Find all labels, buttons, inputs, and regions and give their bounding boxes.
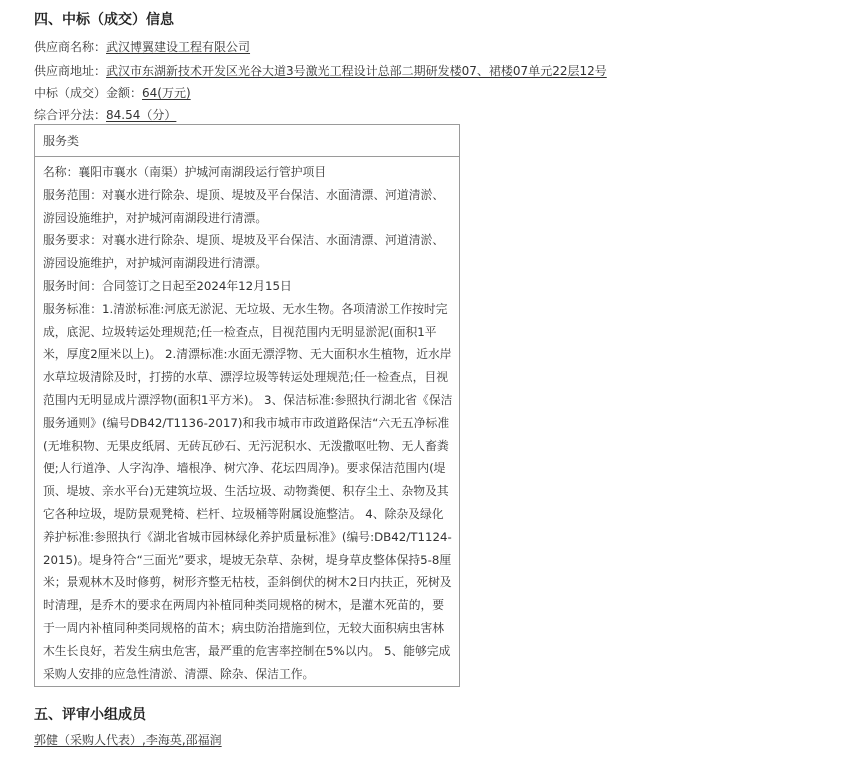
award-amount-label: 中标（成交）金额： [34,86,143,100]
score-value: 84.54（分） [106,108,177,122]
supplier-address-value: 武汉市东湖新技术开发区光谷大道3号激光工程设计总部二期研发楼07、裙楼07单元22层12号 [106,64,607,78]
supplier-name-label: 供应商名称： [34,40,107,54]
service-standard: 服务标准：1.清淤标准:河底无淤泥、无垃圾、无水生物。各项清淤工作按时完成，底泥、垃圾转运处理规范;任一检查点，目视范围内无明显淤泥(面积1平米，厚度2厘米以上)。 2.清漂标准:水面无漂浮物、无大面积水生植物，近水岸水草垃圾清除及时，打捞的水草、漂浮垃圾等转运处理规范;任一检查点，目视范围内无明显成片漂浮物(面积1平方米)。 3、保洁标准:参照执行湖北省《保洁服务通则》(编号DB42/T1136-2017)和我市城市市政道路保洁“六无五净标准(无堆积物、无果皮纸屑、无砖瓦砂石、无污泥积水、无泼撒呕吐物、无人畜粪便;人行道净、人字沟净、墙根净、树穴净、花坛四周净)。要求保洁范围内(堤顶、堤坡、亲水平台)无建筑垃圾、生活垃圾、动物粪便、积存尘土、杂物及其它各种垃圾，堤防景观凳椅、栏杆、垃圾桶等附属设施整洁。 4、除杂及绿化养护标准:参照执行《湖北省城市园林绿化养护质量标准》(编号:DB42/T1124-2015)。堤身符合“三面光”要求，堤坡无杂草、杂树，堤身草皮整体保持5-8厘米；景观林木及时修剪，树形齐整无枯枝，歪斜倒伏的树木2日内扶正，死树及时清理，是乔木的要求在两周内补植同种类同规格的树木，是灌木死苗的，要于一周内补植同种类同规格的苗木；病虫防治措施到位，无较大面积病虫害林木生长良好，若发生病虫危害，最严重的危害率控制在5%以内。 5、能够完成采购人安排的应急性清淤、清漂、除杂、保洁工作。 [43,301,453,681]
service-details [35,157,459,685]
award-amount-value: 64(万元) [142,86,191,100]
score-label: 综合评分法： [34,108,107,122]
service-scope: 服务范围：对襄水进行除杂、堤顶、堤坡及平台保洁、水面清漂、河道清淤、游园设施维护，对护城河南湖段进行清漂。 [43,187,445,225]
section-title-review-panel: 五、评审小组成员 [34,707,146,723]
service-requirement: 服务要求：对襄水进行除杂、堤顶、堤坡及平台保洁、水面清漂、河道清淤、游园设施维护，对护城河南湖段进行清漂。 [43,233,445,271]
service-info-table [34,124,460,687]
supplier-address-label: 供应商地址： [34,64,107,78]
service-category-header: 服务类 [35,125,459,157]
score-row [34,106,176,124]
section-title-award-info: 四、中标（成交）信息 [34,12,174,28]
service-time: 服务时间：合同签订之日起至2024年12月15日 [43,278,292,293]
supplier-name-value: 武汉博翼建设工程有限公司 [106,40,251,54]
service-name: 名称：襄阳市襄水（南渠）护城河南湖段运行管护项目 [43,165,327,179]
supplier-address-row [34,62,607,80]
award-amount-row [34,84,191,102]
supplier-name-row [34,38,250,56]
review-panel-members: 郭健（采购人代表）,李海英,邵福润 [34,733,222,747]
